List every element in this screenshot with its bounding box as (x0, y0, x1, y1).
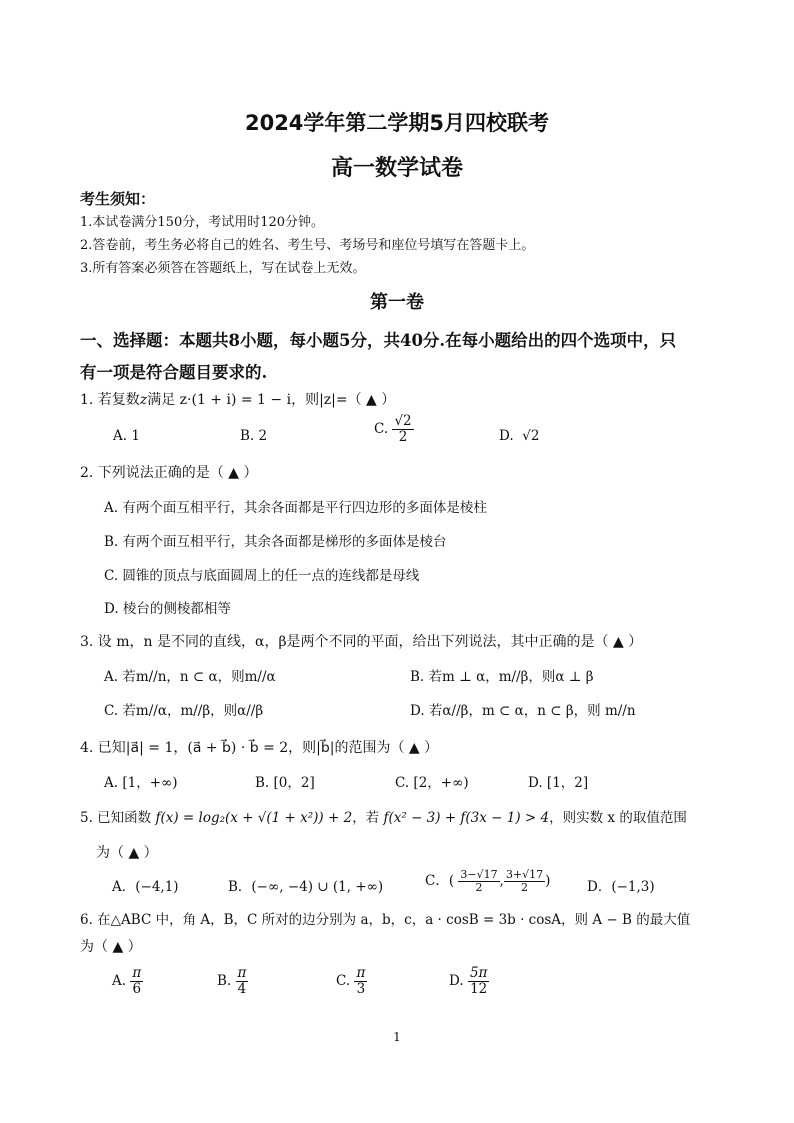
q6-b-label: B. (217, 972, 232, 989)
q1-c-label: C. (374, 420, 389, 437)
q5-function: f(x) = log₂(x + √(1 + x²)) + 2 (155, 810, 353, 826)
q6-option-d (449, 966, 489, 997)
q3-option-d: D. 若α//β，m ⊂ α，n ⊂ β，则 m//n (410, 703, 636, 719)
page-number: 1 (393, 1030, 401, 1044)
q4-option-d: D. [1，2] (528, 775, 589, 791)
volume-heading: 第一卷 (370, 292, 424, 313)
q6-b-fraction (236, 966, 249, 997)
q1-d-label: D. (499, 428, 514, 444)
q6-b-den: 4 (237, 980, 247, 997)
q6-b-num: π (237, 965, 247, 981)
q6-d-fraction (468, 966, 489, 997)
q6-option-b (217, 966, 248, 997)
q6-a-fraction (130, 966, 143, 997)
q1-number: 1. (80, 392, 94, 408)
question-5-stem (80, 806, 687, 826)
q5-post: ，则实数 x 的取值范围 (549, 810, 687, 826)
q2-option-b: B. 有两个面互相平行，其余各面都是梯形的多面体是棱台 (104, 534, 447, 550)
notice-heading: 考生须知： (80, 190, 156, 208)
q1-c-numerator: √2 (394, 413, 412, 429)
q5-option-b: B．(−∞, −4) ∪ (1, +∞) (228, 879, 384, 895)
q1-c-fraction (392, 414, 413, 445)
q4-option-c: C. [2，+∞) (395, 775, 469, 791)
q6-a-label: A. (112, 972, 127, 989)
q1-option-a: A. 1 (113, 428, 140, 444)
q6-d-num: 5π (469, 965, 488, 981)
q1-option-b: B. 2 (240, 428, 268, 444)
q6-option-c (336, 966, 367, 997)
q1-var: z (139, 392, 148, 408)
question-3-stem: 3. 设 m，n 是不同的直线，α，β是两个不同的平面，给出下列说法，其中正确的是（ ▲ ） (80, 634, 643, 650)
question-4-stem: 4. 已知|a⃗| = 1，(a⃗ + b⃗) · b⃗ = 2，则|b⃗|的范围为（ ▲ ） (80, 740, 439, 756)
q5-c-den1: 2 (475, 881, 483, 895)
q5-c-sep: , (499, 873, 504, 890)
q5-c-fraction-2 (504, 869, 545, 894)
q1-pre: 若复数 (97, 392, 140, 408)
exam-title: 2024学年第二学期5月四校联考 (244, 111, 550, 135)
section-heading-line1: 一、选择题：本题共8小题，每小题5分，共40分.在每小题给出的四个选项中，只 (80, 331, 677, 350)
notice-item: 3.所有答案必须答在答题纸上，写在试卷上无效。 (80, 261, 366, 276)
q5-c-num2: 3+√17 (505, 868, 544, 881)
q6-c-fraction (354, 966, 367, 997)
question-1-stem (80, 389, 395, 409)
q3-option-c: C. 若m//α，m//β，则α//β (104, 703, 264, 719)
question-2-stem: 2. 下列说法正确的是（ ▲ ） (80, 465, 258, 481)
notice-item: 2.答卷前，考生务必将自己的姓名、考生号、考场号和座位号填写在答题卡上。 (80, 238, 535, 253)
q6-a-den: 6 (132, 980, 142, 997)
q2-option-a: A. 有两个面互相平行，其余各面都是平行四边形的多面体是棱柱 (104, 500, 487, 516)
q6-a-num: π (132, 965, 142, 981)
q3-option-b: B. 若m ⊥ α，m//β，则α ⊥ β (410, 669, 594, 685)
q4-option-b: B. [0，2] (255, 775, 315, 791)
q3-option-a: A. 若m//n，n ⊂ α，则m//α (104, 669, 276, 685)
q5-option-a: A．(−4,1) (112, 879, 179, 895)
q5-c-label: C．( (425, 873, 455, 890)
q2-option-d: D. 棱台的侧棱都相等 (104, 601, 231, 617)
exam-subtitle: 高一数学试卷 (330, 156, 463, 181)
q5-c-num1: 3−√17 (460, 868, 498, 881)
q6-c-label: C. (336, 972, 351, 989)
q6-option-a (112, 966, 143, 997)
q4-option-a: A. [1，+∞) (104, 775, 178, 791)
q5-c-fraction-1 (458, 869, 499, 894)
q5-option-d: D．(−1,3) (587, 879, 655, 895)
q6-d-den: 12 (470, 980, 488, 997)
q1-c-denominator: 2 (398, 428, 408, 445)
q6-c-den: 3 (356, 980, 366, 997)
q1-d-value: √2 (522, 428, 540, 444)
notice-item: 1.本试卷满分150分，考试用时120分钟。 (80, 215, 325, 230)
q5-line2: 为（ ▲ ） (96, 845, 158, 861)
q6-line2: 为（ ▲ ） (80, 939, 142, 955)
q6-d-label: D. (449, 972, 464, 989)
q5-mid: ，若 (352, 810, 380, 826)
q5-pre: 5. 已知函数 (80, 810, 152, 826)
q5-option-c (425, 869, 550, 894)
q1-mid: 满足 z·(1 + i) = 1 − i，则|z|=（ ▲ ） (147, 392, 396, 408)
q5-c-end: ) (545, 873, 551, 890)
q1-option-d (499, 428, 539, 444)
section-heading-line2: 有一项是符合题目要求的. (80, 363, 268, 382)
q5-condition: f(x² − 3) + f(3x − 1) > 4 (383, 810, 550, 826)
q2-option-c: C. 圆锥的顶点与底面圆周上的任一点的连线都是母线 (104, 568, 420, 584)
q5-c-den2: 2 (521, 881, 529, 895)
q6-c-num: π (356, 965, 366, 981)
question-6-stem: 6. 在△ABC 中，角 A，B，C 所对的边分别为 a，b，c，a · cosB = 3b · cosA，则 A − B 的最大值 (80, 912, 691, 928)
q1-option-c (374, 414, 414, 445)
